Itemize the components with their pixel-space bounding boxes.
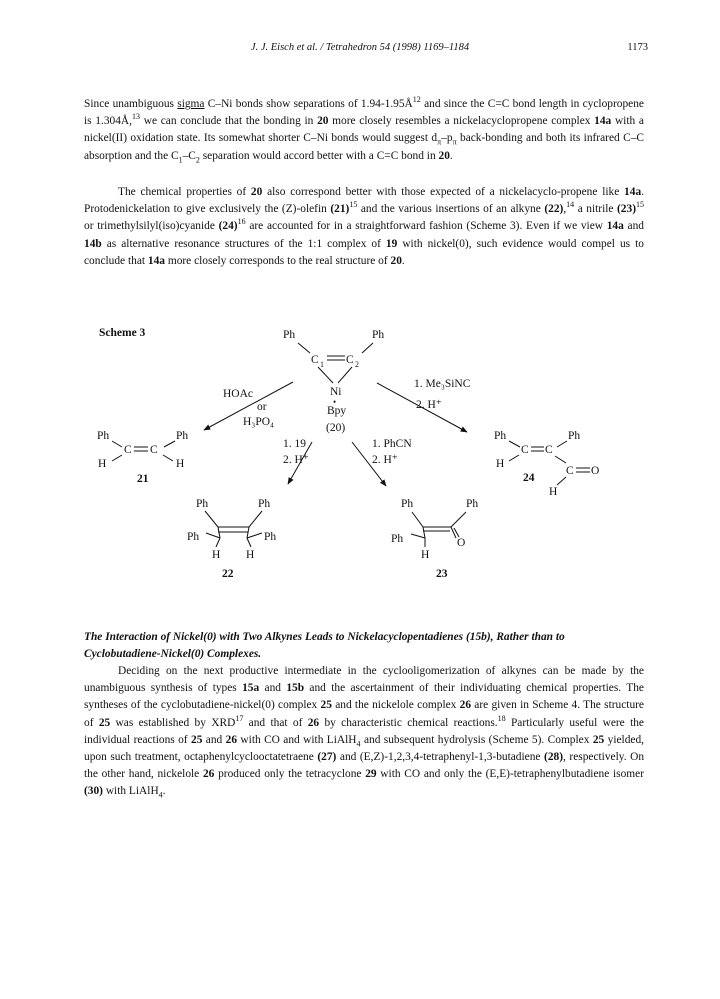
svg-text:1: 1: [320, 360, 324, 369]
svg-text:Ph: Ph: [401, 498, 414, 510]
svg-text:Ph: Ph: [258, 498, 271, 510]
svg-text:24: 24: [523, 472, 535, 484]
svg-text:1. Me₃SiNC: 1. Me₃SiNC: [414, 378, 471, 390]
svg-text:C: C: [566, 465, 574, 477]
svg-text:C: C: [124, 444, 132, 456]
svg-text:HOAc: HOAc: [223, 388, 254, 400]
svg-text:2. H⁺: 2. H⁺: [416, 399, 442, 411]
paragraph-bonding: Since unambiguous sigma C–Ni bonds show separations of $1.94-1.95Å^{12}$ and since the C=C bond length in cyclopropene is 1.304Å,$^{13}$ we can conclude that the bonding in 20 more closely resembles a nickelacyclopropene complex 14a with a nickel(II) oxidation state. Its somewhat shorter C–Ni bonds would suggest $d_\pi-p_\pi$ back-bonding and both its infrared C–C absorption and the $C_1-C_2$ separation would accord better with a C=C bond in 20.: [84, 95, 644, 164]
nickel-complex-20: [283, 329, 384, 434]
svg-text:Ph: Ph: [466, 498, 479, 510]
svg-text:2. H⁺: 2. H⁺: [372, 454, 398, 466]
svg-text:Ph: Ph: [187, 531, 200, 543]
svg-text:H₃PO₄: H₃PO₄: [243, 416, 275, 428]
svg-text:Ph: Ph: [391, 533, 404, 545]
section-heading: The Interaction of Nickel(0) with Two Alkynes Leads to Nickelacyclopentadienes (15b), Rather than to Cyclobutadiene-Nickel(0) Complexes.: [84, 631, 565, 661]
product-23-enone: [391, 498, 478, 580]
svg-text:H: H: [212, 549, 221, 561]
svg-text:H: H: [176, 458, 185, 470]
svg-text:Ph: Ph: [97, 430, 110, 442]
scheme-label: Scheme 3: [99, 327, 146, 339]
svg-text:or: or: [257, 401, 267, 413]
svg-text:H: H: [98, 458, 107, 470]
svg-text:H: H: [421, 549, 430, 561]
svg-text:Ph: Ph: [196, 498, 209, 510]
svg-text:Ph: Ph: [372, 329, 385, 341]
svg-text:(20): (20): [326, 422, 346, 434]
svg-text:C: C: [150, 444, 158, 456]
svg-text:Ph: Ph: [494, 430, 507, 442]
svg-text:O: O: [457, 537, 466, 549]
svg-text:C: C: [311, 354, 319, 366]
product-21-z-olefin: [97, 430, 188, 485]
svg-text:Ph: Ph: [283, 329, 296, 341]
svg-text:C: C: [521, 444, 529, 456]
svg-text:Ni: Ni: [330, 386, 342, 398]
svg-text:Ph: Ph: [568, 430, 581, 442]
svg-text:C: C: [545, 444, 553, 456]
svg-text:C: C: [346, 354, 354, 366]
svg-text:O: O: [591, 465, 600, 477]
svg-text:22: 22: [222, 568, 234, 580]
svg-text:Ph: Ph: [176, 430, 189, 442]
running-title: J. J. Eisch et al. / Tetrahedron 54 (1998) 1169–1184: [250, 42, 470, 53]
svg-text:2: 2: [355, 360, 359, 369]
sigma-underlined: sigma: [177, 98, 205, 110]
svg-text:23: 23: [436, 568, 448, 580]
page-number: 1173: [627, 42, 648, 53]
paragraph-cyclooligomerization: Deciding on the next productive intermediate in the cyclooligomerization of alkynes can be made by the unambiguous synthesis of types 15a and 15b and the ascertainment of their individuating chemical properties. The syntheses of the cyclobutadiene-nickel(0) complex 25 and the nickelole complex 26 are given in Scheme 4. The structure of 25 was established by XRD$^{17}$ and that of 26 by characteristic chemical reactions.$^{18}$ Particularly useful were the individual reactions of 25 and 26 with CO and with LiAlH$_4$ and subsequent hydrolysis (Scheme 5). Complex 25 yielded, upon such treatment, octaphenylcyclooctatetraene (27) and (E,Z)-1,2,3,4-tetraphenyl-1,3-butadiene (28), respectively. On the other hand, nickelole 26 produced only the tetracyclone 29 with CO and only the (E,E)-tetraphenylbutadiene isomer (30) with LiAlH$_4$.: [84, 665, 645, 800]
svg-text:Ph: Ph: [264, 531, 277, 543]
paragraph-chemical-properties: The chemical properties of 20 also correspond better with those expected of a nickelacyclo-propene like 14a. Protodenickelation to give exclusively the (Z)-olefin $(21)^{15}$ and the various insertions of an alkyne (22),$^{14}$ a nitrile $(23)^{15}$ or trimethylsilyl(iso)cyanide $(24)^{16}$ are accounted for in a straightforward fashion (Scheme 3). Even if we view 14a and 14b as alternative resonance structures of the 1:1 complex of 19 with nickel(0), such evidence would compel us to conclude that 14a more closely corresponds to the real structure of 20.: [84, 186, 644, 267]
svg-text:Bpy: Bpy: [327, 405, 347, 417]
product-24-aldehyde: [494, 430, 599, 498]
product-22-diene: [187, 498, 276, 580]
svg-text:1. PhCN: 1. PhCN: [372, 438, 412, 450]
svg-text:2. H⁺: 2. H⁺: [283, 454, 309, 466]
svg-text:H: H: [246, 549, 255, 561]
svg-text:H: H: [549, 486, 558, 498]
svg-text:1. 19: 1. 19: [283, 438, 306, 450]
svg-text:21: 21: [137, 473, 149, 485]
svg-text:H: H: [496, 458, 505, 470]
svg-text:•: •: [333, 397, 337, 407]
